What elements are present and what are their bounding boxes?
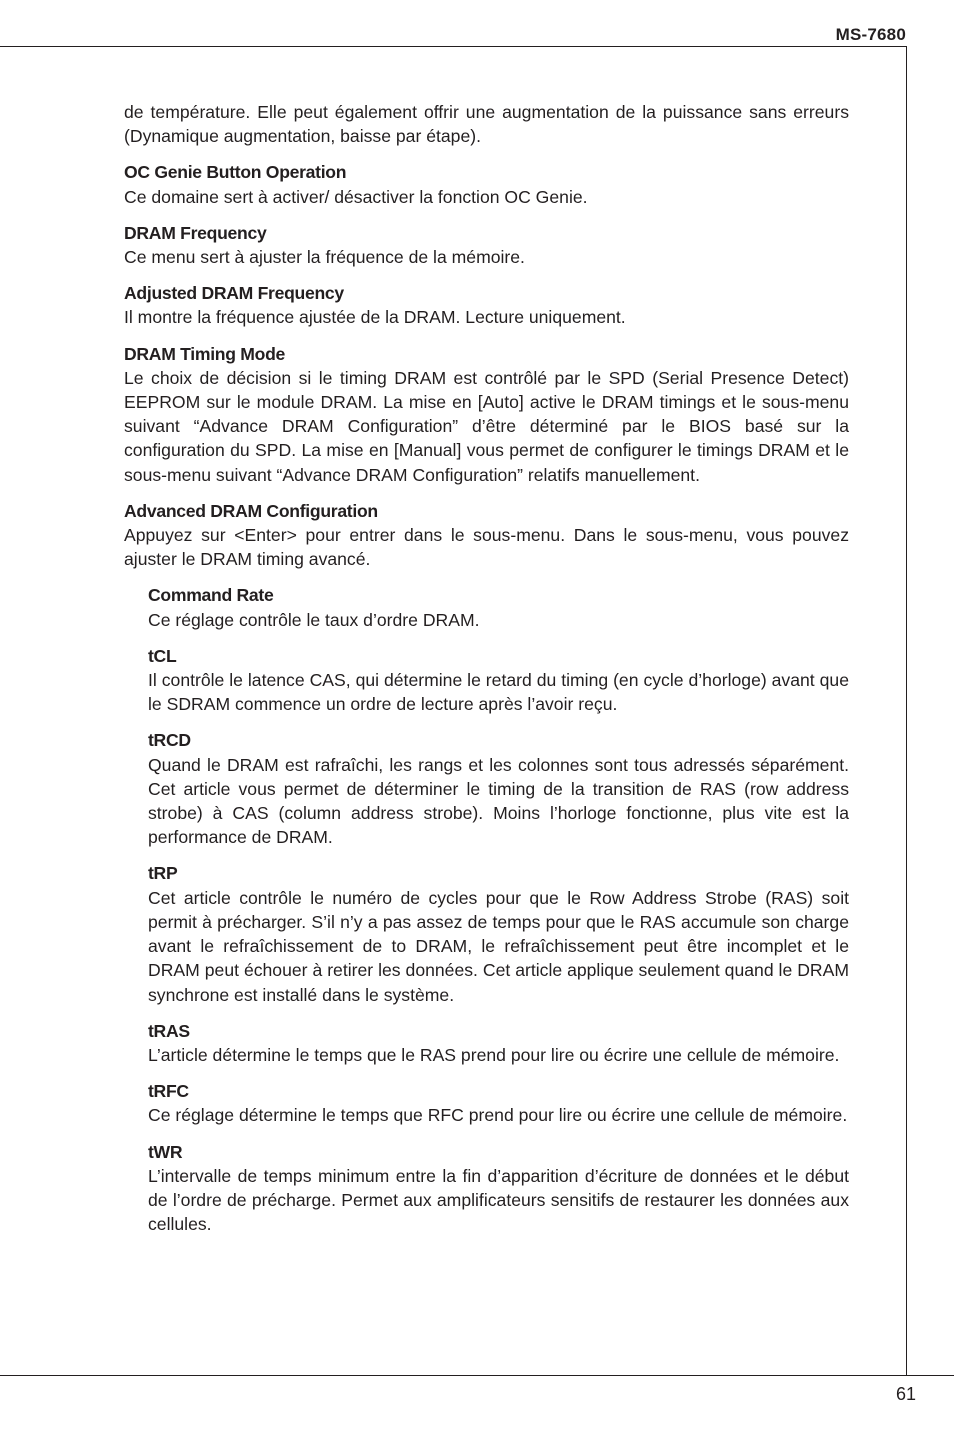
section-body: Il montre la fréquence ajustée de la DRAM. Lecture uniquement. [124, 307, 626, 328]
subsection-trcd [148, 728, 849, 849]
subsection-body: L’article détermine le temps que le RAS prend pour lire ou écrire une cellule de mémoire. [148, 1044, 840, 1065]
section-body: Le choix de décision si le timing DRAM est contrôlé par le SPD (Serial Presence Detect) EEPROM sur le module DRAM. La mise en [Auto] active le DRAM timings et le sous-menu suivant “Advance DRAM Configuration” d’être déterminé par le BIOS basé sur la configuration du SPD. La mise en [Manual] vous permet de configurer le timings DRAM et le sous-menu suivant “Advance DRAM Configuration” relatifs manuellement. [124, 367, 849, 485]
section-heading: Advanced DRAM Configuration [124, 500, 378, 521]
subsection-heading: tRP [148, 863, 178, 884]
section-body: Appuyez sur <Enter> pour entrer dans le sous-menu. Dans le sous-menu, vous pouvez ajuster le DRAM timing avancé. [124, 525, 849, 570]
subsection-body: Ce réglage détermine le temps que RFC prend pour lire ou écrire une cellule de mémoire. [148, 1105, 848, 1126]
section-dram-timing-mode [124, 342, 849, 487]
model-number: MS-7680 [835, 25, 906, 44]
subsection-heading: tCL [148, 645, 177, 666]
header-rule [0, 46, 907, 47]
section-body: Ce domaine sert à activer/ désactiver la fonction OC Genie. [124, 186, 588, 207]
subsection-heading: tRAS [148, 1020, 190, 1041]
section-heading: DRAM Frequency [124, 222, 267, 243]
margin-rule [906, 46, 907, 1376]
section-adjusted-dram-frequency [124, 281, 849, 329]
subsection-twr [148, 1140, 849, 1237]
subsection-command-rate [148, 583, 849, 631]
subsection-body: Ce réglage contrôle le taux d’ordre DRAM. [148, 609, 480, 630]
intro-paragraph: de température. Elle peut également offrir une augmentation de la puissance sans erreurs (Dynamique augmentation, baisse par étape). [124, 102, 849, 147]
subsection-tras [148, 1019, 849, 1067]
footer-rule [0, 1375, 954, 1376]
section-heading: OC Genie Button Operation [124, 162, 347, 183]
subsection-body: Cet article contrôle le numéro de cycles pour que le Row Address Strobe (RAS) soit permit à précharger. S’il n’y a pas assez de temps pour que le RAS accumule son charge avant le refraîchissement de to DRAM, le refraîchissement peut être incomplet et le DRAM peut échouer à retirer les données. Cet article applique seulement quand le DRAM synchrone est installé dans le système. [148, 887, 849, 1005]
page-number: 61 [895, 1384, 916, 1404]
section-heading: DRAM Timing Mode [124, 343, 286, 364]
page-content [124, 100, 849, 1236]
section-oc-genie [124, 160, 849, 208]
subsection-heading: tRFC [148, 1081, 189, 1102]
subsection-body: Quand le DRAM est rafraîchi, les rangs et les colonnes sont tous adressés séparément. Cet article vous permet de déterminer le timing de la transition de RAS (row address strobe) à CAS (column address strobe). Moins l’horloge fonctionne, plus vite est la performance de DRAM. [148, 754, 849, 848]
subsection-tcl [148, 644, 849, 717]
advanced-dram-subsections [148, 583, 849, 1236]
subsection-heading: tRCD [148, 730, 191, 751]
subsection-body: L’intervalle de temps minimum entre la fin d’apparition d’écriture de données et le début de l’ordre de précharge. Permet aux amplificateurs sensitifs de restaurer les données aux cellules. [148, 1165, 849, 1235]
section-body: Ce menu sert à ajuster la fréquence de la mémoire. [124, 247, 525, 268]
section-dram-frequency [124, 221, 849, 269]
subsection-trp [148, 861, 849, 1006]
subsection-heading: tWR [148, 1141, 183, 1162]
section-advanced-dram-configuration [124, 499, 849, 572]
subsection-body: Il contrôle le latence CAS, qui détermine le retard du timing (en cycle d’horloge) avant que le SDRAM commence un ordre de lecture après l’avoir reçu. [148, 670, 849, 715]
subsection-trfc [148, 1079, 849, 1127]
subsection-heading: Command Rate [148, 585, 274, 606]
section-heading: Adjusted DRAM Frequency [124, 283, 344, 304]
